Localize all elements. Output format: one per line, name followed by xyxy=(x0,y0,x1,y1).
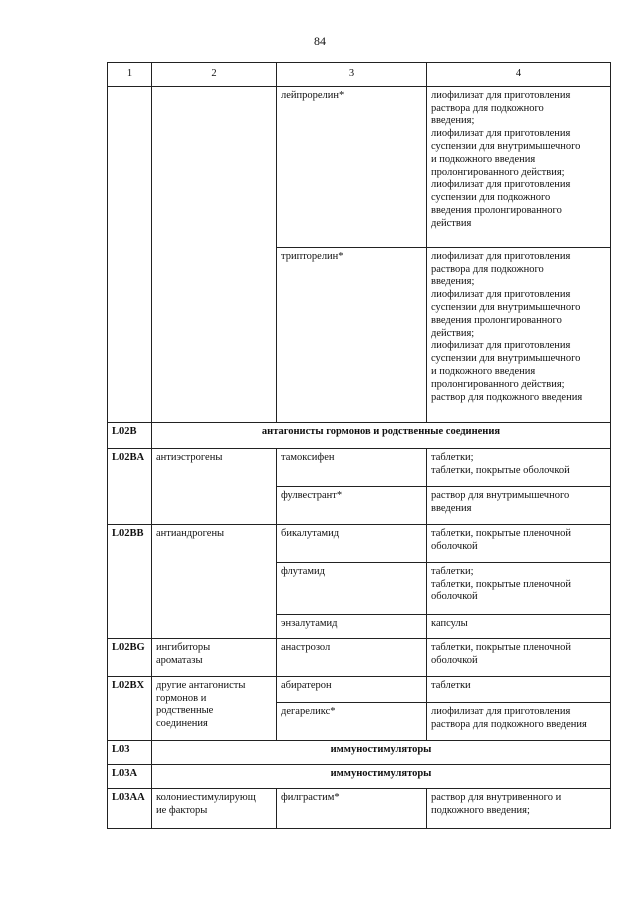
dosage-form-line: таблетки, покрытые пленочной xyxy=(431,641,572,653)
table-row xyxy=(108,788,611,828)
drug-cell xyxy=(277,247,427,422)
group-cell: антиандрогены xyxy=(152,524,277,562)
section-title: антагонисты гормонов и родственные соединения xyxy=(152,422,611,448)
dosage-form-line: действия; xyxy=(431,327,475,339)
table-row xyxy=(108,247,611,422)
code-cell: L02B xyxy=(108,422,152,448)
table-row xyxy=(108,448,611,486)
dosage-form-cell: таблетки xyxy=(427,676,611,702)
table-row xyxy=(108,676,611,702)
group-cell xyxy=(152,788,277,828)
dosage-form-cell xyxy=(427,86,611,247)
dosage-form-cell: капсулы xyxy=(427,614,611,638)
dosage-form-line: суспензии для внутримышечного xyxy=(431,301,581,313)
dosage-form-line: раствора для подкожного xyxy=(431,263,544,275)
section-row-l03 xyxy=(108,740,611,764)
dosage-form-line: раствора для подкожного xyxy=(431,102,544,114)
column-header-1: 1 xyxy=(108,63,152,87)
dosage-form-line: введения пролонгированного xyxy=(431,314,562,326)
group-name-line: колониестимулирующ xyxy=(156,791,256,803)
table-header-row xyxy=(108,63,611,87)
dosage-form-line: подкожного введения; xyxy=(431,804,530,816)
dosage-form-cell xyxy=(427,638,611,676)
dosage-form-line: лиофилизат для приготовления xyxy=(431,705,571,717)
drug-cell xyxy=(277,86,427,247)
group-cell xyxy=(152,638,277,676)
code-cell: L03AA xyxy=(108,788,152,828)
section-title: иммуностимуляторы xyxy=(152,740,611,764)
column-header-4: 4 xyxy=(427,63,611,87)
dosage-form-line: лиофилизат для приготовления xyxy=(431,128,571,140)
table-row xyxy=(108,524,611,562)
table-row xyxy=(108,86,611,247)
group-name-line: гормонов и xyxy=(156,692,207,704)
dosage-form-line: таблетки; xyxy=(431,565,474,577)
drug-name: лейпрорелин* xyxy=(281,89,345,101)
drug-cell: энзалутамид xyxy=(277,614,427,638)
column-header-3: 3 xyxy=(277,63,427,87)
table-row xyxy=(108,614,611,638)
group-cell: антиэстрогены xyxy=(152,448,277,486)
drug-list-table xyxy=(107,62,611,829)
dosage-form-line: лиофилизат для приготовления xyxy=(431,340,571,352)
code-cell xyxy=(108,614,152,638)
dosage-form-line: лиофилизат для приготовления xyxy=(431,289,571,301)
dosage-form-line: таблетки, покрытые пленочной xyxy=(431,578,572,590)
group-cell xyxy=(152,676,277,740)
group-cell xyxy=(152,562,277,614)
dosage-form-line: суспензии для подкожного xyxy=(431,192,551,204)
dosage-form-line: суспензии для внутримышечного xyxy=(431,140,581,152)
dosage-form-line: лиофилизат для приготовления xyxy=(431,179,571,191)
drug-cell: дегареликс* xyxy=(277,702,427,740)
code-cell: L02BG xyxy=(108,638,152,676)
dosage-form-line: оболочкой xyxy=(431,540,478,552)
column-header-2: 2 xyxy=(152,63,277,87)
dosage-form-line: суспензии для внутримышечного xyxy=(431,353,581,365)
code-cell: L03A xyxy=(108,764,152,788)
dosage-form-cell xyxy=(427,486,611,524)
dosage-form-line: пролонгированного действия; xyxy=(431,166,565,178)
table-row xyxy=(108,638,611,676)
dosage-form-line: раствор для внутримышечного xyxy=(431,489,570,501)
dosage-form-cell xyxy=(427,448,611,486)
code-cell xyxy=(108,86,152,247)
drug-cell: анастрозол xyxy=(277,638,427,676)
dosage-form-line: оболочкой xyxy=(431,654,478,666)
dosage-form-cell xyxy=(427,524,611,562)
code-cell: L02BB xyxy=(108,524,152,562)
group-name-line: ароматазы xyxy=(156,654,203,666)
dosage-form-line: таблетки; xyxy=(431,451,474,463)
group-name-line: другие антагонисты xyxy=(156,679,246,691)
dosage-form-line: оболочкой xyxy=(431,591,478,603)
dosage-form-line: раствора для подкожного введения xyxy=(431,718,587,730)
drug-cell: тамоксифен xyxy=(277,448,427,486)
drug-cell: абиратерон xyxy=(277,676,427,702)
section-row-l02b xyxy=(108,422,611,448)
group-name-line: родственные xyxy=(156,705,214,717)
dosage-form-cell xyxy=(427,788,611,828)
group-name-line: ие факторы xyxy=(156,804,208,816)
dosage-form-line: введения; xyxy=(431,276,475,288)
dosage-form-line: введения xyxy=(431,502,472,514)
code-cell: L02BA xyxy=(108,448,152,486)
drug-name: трипторелин* xyxy=(281,250,344,262)
group-name-line: ингибиторы xyxy=(156,641,211,653)
group-cell xyxy=(152,86,277,247)
section-title: иммуностимуляторы xyxy=(152,764,611,788)
group-name-line: соединения xyxy=(156,718,208,730)
dosage-form-line: пролонгированного действия; xyxy=(431,378,565,390)
code-cell xyxy=(108,486,152,524)
drug-cell: бикалутамид xyxy=(277,524,427,562)
dosage-form-cell xyxy=(427,702,611,740)
table-row xyxy=(108,486,611,524)
group-cell xyxy=(152,486,277,524)
dosage-form-line: и подкожного введения xyxy=(431,365,536,377)
group-cell xyxy=(152,247,277,422)
code-cell: L03 xyxy=(108,740,152,764)
code-cell: L02BX xyxy=(108,676,152,702)
code-cell xyxy=(108,702,152,740)
dosage-form-line: таблетки, покрытые пленочной xyxy=(431,527,572,539)
code-cell xyxy=(108,247,152,422)
dosage-form-cell xyxy=(427,247,611,422)
dosage-form-line: раствор для подкожного введения xyxy=(431,391,583,403)
drug-cell: филграстим* xyxy=(277,788,427,828)
dosage-form-cell xyxy=(427,562,611,614)
dosage-form-line: лиофилизат для приготовления xyxy=(431,250,571,262)
dosage-form-line: таблетки, покрытые оболочкой xyxy=(431,464,570,476)
page-number: 84 xyxy=(314,34,326,48)
code-cell xyxy=(108,562,152,614)
dosage-form-line: лиофилизат для приготовления xyxy=(431,89,571,101)
drug-cell: флутамид xyxy=(277,562,427,614)
dosage-form-line: действия xyxy=(431,217,472,229)
drug-cell: фулвестрант* xyxy=(277,486,427,524)
dosage-form-line: введения; xyxy=(431,115,475,127)
group-cell xyxy=(152,614,277,638)
dosage-form-line: и подкожного введения xyxy=(431,153,536,165)
dosage-form-line: раствор для внутривенного и xyxy=(431,791,562,803)
dosage-form-line: введения пролонгированного xyxy=(431,204,562,216)
table-row xyxy=(108,562,611,614)
section-row-l03a xyxy=(108,764,611,788)
